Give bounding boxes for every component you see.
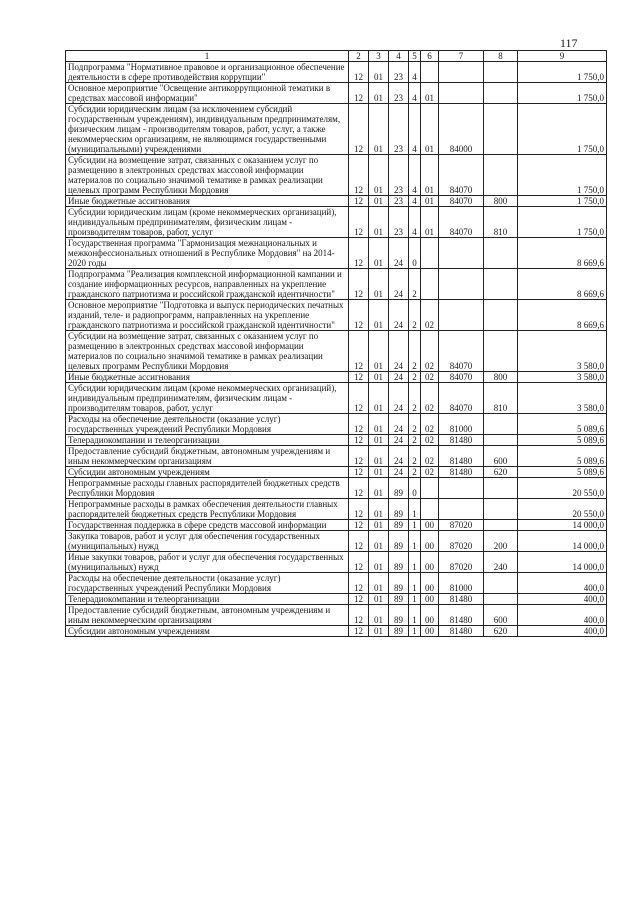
program-code-cell: 23 — [389, 104, 409, 155]
table-body — [66, 62, 607, 637]
section-code-cell: 12 — [349, 626, 369, 637]
row-name-cell: Субсидии юридическим лицам (кроме некоммерческих организаций), индивидуальным предпринимателям, физическим лицам - производителям товаров, работ, услуг — [66, 383, 349, 414]
row-name-cell: Субсидии юридическим лицам (за исключением субсидий государственным учреждениям), индивидуальным предпринимателям, физическим лицам - производителям товаров, работ, услуг, а также некоммерческим организациям, не являющимся государственными (муниципальными) учреждениями — [66, 104, 349, 155]
activity-code-cell: 01 — [421, 207, 439, 238]
activity-code-cell: 02 — [421, 331, 439, 372]
activity-code-cell: 00 — [421, 626, 439, 637]
table-row — [66, 531, 607, 552]
subprogram-code-cell: 1 — [409, 552, 421, 573]
subprogram-code-cell: 1 — [409, 626, 421, 637]
subprogram-code-cell: 1 — [409, 520, 421, 531]
subprogram-code-cell: 2 — [409, 269, 421, 300]
table-row — [66, 196, 607, 207]
row-name-cell: Субсидии на возмещение затрат, связанных с оказанием услуг по размещению в электронных средствах массовой информации материалов по социально значимой тематике в рамках реализации целевых программ Республики Мордовия — [66, 155, 349, 196]
activity-code-cell: 01 — [421, 196, 439, 207]
expense-type-cell: 620 — [484, 467, 518, 478]
expense-type-cell: 810 — [484, 383, 518, 414]
table-row — [66, 467, 607, 478]
subprogram-code-cell: 4 — [409, 207, 421, 238]
expense-type-cell: 200 — [484, 531, 518, 552]
section-code-cell: 12 — [349, 478, 369, 499]
activity-code-cell: 00 — [421, 594, 439, 605]
expense-type-cell — [484, 300, 518, 331]
section-code-cell: 12 — [349, 207, 369, 238]
subprogram-code-cell: 2 — [409, 446, 421, 467]
section-code-cell: 12 — [349, 300, 369, 331]
page-number: 117 — [560, 36, 578, 50]
activity-code-cell: 02 — [421, 446, 439, 467]
amount-cell: 1 750,0 — [518, 155, 607, 196]
subprogram-code-cell: 4 — [409, 196, 421, 207]
direction-code-cell — [439, 83, 484, 104]
section-code-cell: 12 — [349, 552, 369, 573]
expense-type-cell — [484, 594, 518, 605]
subprogram-code-cell: 2 — [409, 383, 421, 414]
subsection-code-cell: 01 — [369, 414, 389, 435]
table-row — [66, 383, 607, 414]
activity-code-cell: 02 — [421, 414, 439, 435]
expense-type-cell — [484, 520, 518, 531]
amount-cell: 8 669,6 — [518, 269, 607, 300]
row-name-cell: Расходы на обеспечение деятельности (оказание услуг) государственных учреждений Республики Мордовия — [66, 414, 349, 435]
activity-code-cell: 01 — [421, 104, 439, 155]
expense-type-cell: 800 — [484, 372, 518, 383]
amount-cell: 3 580,0 — [518, 331, 607, 372]
activity-code-cell: 00 — [421, 531, 439, 552]
subprogram-code-cell: 4 — [409, 83, 421, 104]
table-row — [66, 300, 607, 331]
direction-code-cell — [439, 62, 484, 83]
subprogram-code-cell: 2 — [409, 467, 421, 478]
expense-type-cell: 800 — [484, 196, 518, 207]
row-name-cell: Подпрограмма "Нормативное правовое и организационное обеспечение деятельности в сфере противодействия коррупции" — [66, 62, 349, 83]
expense-type-cell — [484, 62, 518, 83]
amount-cell: 400,0 — [518, 594, 607, 605]
program-code-cell: 24 — [389, 300, 409, 331]
section-code-cell: 12 — [349, 331, 369, 372]
amount-cell: 5 089,6 — [518, 467, 607, 478]
section-code-cell: 12 — [349, 446, 369, 467]
expense-type-cell — [484, 414, 518, 435]
section-code-cell: 12 — [349, 467, 369, 478]
subprogram-code-cell: 2 — [409, 331, 421, 372]
activity-code-cell: 01 — [421, 83, 439, 104]
subprogram-code-cell: 2 — [409, 414, 421, 435]
subprogram-code-cell: 2 — [409, 300, 421, 331]
expense-type-cell — [484, 104, 518, 155]
row-name-cell: Субсидии автономным учреждениям — [66, 467, 349, 478]
header-cell: 8 — [484, 51, 518, 62]
subsection-code-cell: 01 — [369, 520, 389, 531]
subprogram-code-cell: 2 — [409, 372, 421, 383]
table-row — [66, 207, 607, 238]
expense-type-cell — [484, 238, 518, 269]
subsection-code-cell: 01 — [369, 552, 389, 573]
subsection-code-cell: 01 — [369, 372, 389, 383]
direction-code-cell: 87020 — [439, 520, 484, 531]
section-code-cell: 12 — [349, 499, 369, 520]
subsection-code-cell: 01 — [369, 331, 389, 372]
expense-type-cell: 240 — [484, 552, 518, 573]
direction-code-cell — [439, 499, 484, 520]
direction-code-cell: 84070 — [439, 331, 484, 372]
amount-cell: 20 550,0 — [518, 499, 607, 520]
subprogram-code-cell: 2 — [409, 435, 421, 446]
direction-code-cell: 87020 — [439, 531, 484, 552]
table-row — [66, 478, 607, 499]
direction-code-cell: 81480 — [439, 594, 484, 605]
activity-code-cell — [421, 499, 439, 520]
activity-code-cell: 02 — [421, 435, 439, 446]
table-row — [66, 435, 607, 446]
row-name-cell: Телерадиокомпании и телеорганизации — [66, 435, 349, 446]
direction-code-cell: 81480 — [439, 435, 484, 446]
row-name-cell: Непрограммные расходы главных распорядителей бюджетных средств Республики Мордовия — [66, 478, 349, 499]
section-code-cell: 12 — [349, 435, 369, 446]
subsection-code-cell: 01 — [369, 626, 389, 637]
amount-cell: 3 580,0 — [518, 372, 607, 383]
table-row — [66, 155, 607, 196]
activity-code-cell — [421, 238, 439, 269]
subsection-code-cell: 01 — [369, 238, 389, 269]
table-header-row — [66, 51, 607, 62]
program-code-cell: 24 — [389, 414, 409, 435]
row-name-cell: Закупка товаров, работ и услуг для обеспечения государственных (муниципальных) нужд — [66, 531, 349, 552]
direction-code-cell: 84070 — [439, 155, 484, 196]
table-row — [66, 331, 607, 372]
table-row — [66, 520, 607, 531]
program-code-cell: 24 — [389, 269, 409, 300]
section-code-cell: 12 — [349, 605, 369, 626]
section-code-cell: 12 — [349, 269, 369, 300]
program-code-cell: 89 — [389, 499, 409, 520]
row-name-cell: Государственная программа "Гармонизация межнациональных и межконфессиональных отношений в Республике Мордовия" на 2014-2020 годы — [66, 238, 349, 269]
subprogram-code-cell: 1 — [409, 499, 421, 520]
row-name-cell: Государственная поддержка в сфере средств массовой информации — [66, 520, 349, 531]
expense-type-cell — [484, 83, 518, 104]
table-row — [66, 552, 607, 573]
program-code-cell: 89 — [389, 531, 409, 552]
table-row — [66, 594, 607, 605]
direction-code-cell: 81480 — [439, 446, 484, 467]
table-row — [66, 446, 607, 467]
amount-cell: 14 000,0 — [518, 520, 607, 531]
amount-cell: 400,0 — [518, 626, 607, 637]
amount-cell: 1 750,0 — [518, 104, 607, 155]
header-cell: 3 — [369, 51, 389, 62]
amount-cell: 14 000,0 — [518, 531, 607, 552]
table-row — [66, 626, 607, 637]
program-code-cell: 23 — [389, 155, 409, 196]
expense-type-cell — [484, 269, 518, 300]
table-row — [66, 605, 607, 626]
direction-code-cell — [439, 300, 484, 331]
activity-code-cell — [421, 478, 439, 499]
program-code-cell: 24 — [389, 372, 409, 383]
amount-cell: 14 000,0 — [518, 552, 607, 573]
direction-code-cell — [439, 478, 484, 499]
program-code-cell: 24 — [389, 446, 409, 467]
amount-cell: 5 089,6 — [518, 435, 607, 446]
header-cell: 5 — [409, 51, 421, 62]
table-row — [66, 372, 607, 383]
program-code-cell: 24 — [389, 383, 409, 414]
subsection-code-cell: 01 — [369, 605, 389, 626]
program-code-cell: 24 — [389, 467, 409, 478]
expense-type-cell — [484, 573, 518, 594]
program-code-cell: 89 — [389, 626, 409, 637]
activity-code-cell: 00 — [421, 520, 439, 531]
subsection-code-cell: 01 — [369, 155, 389, 196]
activity-code-cell: 01 — [421, 155, 439, 196]
direction-code-cell: 81480 — [439, 467, 484, 478]
amount-cell: 3 580,0 — [518, 383, 607, 414]
direction-code-cell: 81000 — [439, 573, 484, 594]
subsection-code-cell: 01 — [369, 531, 389, 552]
amount-cell: 5 089,6 — [518, 414, 607, 435]
row-name-cell: Основное мероприятие "Подготовка и выпуск периодических печатных изданий, теле- и радиопрограмм, направленных на укрепление гражданского патриотизма и российской гражданской идентичности" — [66, 300, 349, 331]
row-name-cell: Субсидии на возмещение затрат, связанных с оказанием услуг по размещению в электронных средствах массовой информации материалов по социально значимой тематике в рамках реализации целевых программ Республики Мордовия — [66, 331, 349, 372]
subsection-code-cell: 01 — [369, 196, 389, 207]
header-cell: 4 — [389, 51, 409, 62]
expense-type-cell — [484, 155, 518, 196]
subsection-code-cell: 01 — [369, 478, 389, 499]
direction-code-cell: 87020 — [439, 552, 484, 573]
direction-code-cell: 81480 — [439, 626, 484, 637]
table-row — [66, 83, 607, 104]
subsection-code-cell: 01 — [369, 207, 389, 238]
subprogram-code-cell: 1 — [409, 531, 421, 552]
row-name-cell: Основное мероприятие "Освещение антикоррупционной тематики в средствах массовой информации" — [66, 83, 349, 104]
activity-code-cell: 02 — [421, 300, 439, 331]
program-code-cell: 23 — [389, 83, 409, 104]
amount-cell: 1 750,0 — [518, 196, 607, 207]
row-name-cell: Расходы на обеспечение деятельности (оказание услуг) государственных учреждений Республики Мордовия — [66, 573, 349, 594]
row-name-cell: Субсидии автономным учреждениям — [66, 626, 349, 637]
amount-cell: 20 550,0 — [518, 478, 607, 499]
activity-code-cell: 02 — [421, 372, 439, 383]
table-row — [66, 269, 607, 300]
program-code-cell: 89 — [389, 520, 409, 531]
expense-type-cell — [484, 435, 518, 446]
subsection-code-cell: 01 — [369, 300, 389, 331]
budget-table — [65, 50, 607, 637]
section-code-cell: 12 — [349, 594, 369, 605]
table-row — [66, 104, 607, 155]
subprogram-code-cell: 1 — [409, 605, 421, 626]
subsection-code-cell: 01 — [369, 83, 389, 104]
program-code-cell: 89 — [389, 605, 409, 626]
header-cell: 9 — [518, 51, 607, 62]
table-row — [66, 238, 607, 269]
header-cell: 6 — [421, 51, 439, 62]
program-code-cell: 89 — [389, 573, 409, 594]
expense-type-cell: 620 — [484, 626, 518, 637]
expense-type-cell — [484, 478, 518, 499]
direction-code-cell: 84070 — [439, 196, 484, 207]
row-name-cell: Иные бюджетные ассигнования — [66, 196, 349, 207]
row-name-cell: Иные закупки товаров, работ и услуг для обеспечения государственных (муниципальных) нужд — [66, 552, 349, 573]
subprogram-code-cell: 0 — [409, 238, 421, 269]
amount-cell: 1 750,0 — [518, 207, 607, 238]
amount-cell: 8 669,6 — [518, 300, 607, 331]
activity-code-cell: 02 — [421, 383, 439, 414]
subsection-code-cell: 01 — [369, 383, 389, 414]
direction-code-cell: 84000 — [439, 104, 484, 155]
direction-code-cell: 84070 — [439, 207, 484, 238]
row-name-cell: Непрограммные расходы в рамках обеспечения деятельности главных распорядителей бюджетных средств Республики Мордовия — [66, 499, 349, 520]
table-row — [66, 499, 607, 520]
section-code-cell: 12 — [349, 62, 369, 83]
expense-type-cell: 810 — [484, 207, 518, 238]
section-code-cell: 12 — [349, 414, 369, 435]
section-code-cell: 12 — [349, 383, 369, 414]
expense-type-cell: 600 — [484, 446, 518, 467]
activity-code-cell: 00 — [421, 552, 439, 573]
section-code-cell: 12 — [349, 155, 369, 196]
row-name-cell: Субсидии юридическим лицам (кроме некоммерческих организаций), индивидуальным предпринимателям, физическим лицам - производителям товаров, работ, услуг — [66, 207, 349, 238]
subsection-code-cell: 01 — [369, 62, 389, 83]
direction-code-cell: 81480 — [439, 605, 484, 626]
table-row — [66, 414, 607, 435]
section-code-cell: 12 — [349, 238, 369, 269]
row-name-cell: Телерадиокомпании и телеорганизации — [66, 594, 349, 605]
subsection-code-cell: 01 — [369, 467, 389, 478]
expense-type-cell — [484, 331, 518, 372]
section-code-cell: 12 — [349, 104, 369, 155]
section-code-cell: 12 — [349, 573, 369, 594]
subsection-code-cell: 01 — [369, 446, 389, 467]
header-cell: 1 — [66, 51, 349, 62]
subsection-code-cell: 01 — [369, 435, 389, 446]
program-code-cell: 89 — [389, 478, 409, 499]
expense-type-cell — [484, 499, 518, 520]
subsection-code-cell: 01 — [369, 573, 389, 594]
expense-type-cell: 600 — [484, 605, 518, 626]
subprogram-code-cell: 4 — [409, 155, 421, 196]
subsection-code-cell: 01 — [369, 269, 389, 300]
direction-code-cell: 81000 — [439, 414, 484, 435]
amount-cell: 5 089,6 — [518, 446, 607, 467]
amount-cell: 1 750,0 — [518, 83, 607, 104]
subsection-code-cell: 01 — [369, 594, 389, 605]
header-cell: 2 — [349, 51, 369, 62]
subprogram-code-cell: 1 — [409, 573, 421, 594]
table-row — [66, 62, 607, 83]
table-row — [66, 573, 607, 594]
subprogram-code-cell: 0 — [409, 478, 421, 499]
activity-code-cell — [421, 269, 439, 300]
row-name-cell: Предоставление субсидий бюджетным, автономным учреждениям и иным некоммерческим организациям — [66, 446, 349, 467]
direction-code-cell: 84070 — [439, 372, 484, 383]
row-name-cell: Иные бюджетные ассигнования — [66, 372, 349, 383]
activity-code-cell — [421, 62, 439, 83]
section-code-cell: 12 — [349, 372, 369, 383]
direction-code-cell — [439, 238, 484, 269]
activity-code-cell: 00 — [421, 573, 439, 594]
section-code-cell: 12 — [349, 520, 369, 531]
section-code-cell: 12 — [349, 531, 369, 552]
program-code-cell: 89 — [389, 552, 409, 573]
amount-cell: 8 669,6 — [518, 238, 607, 269]
subsection-code-cell: 01 — [369, 104, 389, 155]
section-code-cell: 12 — [349, 196, 369, 207]
program-code-cell: 24 — [389, 435, 409, 446]
program-code-cell: 23 — [389, 62, 409, 83]
row-name-cell: Подпрограмма "Реализация комплексной информационной кампании и создание информационных ресурсов, направленных на укрепление гражданского патриотизма и российской гражданской идентичности" — [66, 269, 349, 300]
row-name-cell: Предоставление субсидий бюджетным, автономным учреждениям и иным некоммерческим организациям — [66, 605, 349, 626]
amount-cell: 400,0 — [518, 605, 607, 626]
program-code-cell: 89 — [389, 594, 409, 605]
program-code-cell: 23 — [389, 207, 409, 238]
program-code-cell: 24 — [389, 331, 409, 372]
subprogram-code-cell: 4 — [409, 62, 421, 83]
direction-code-cell — [439, 269, 484, 300]
activity-code-cell: 02 — [421, 467, 439, 478]
program-code-cell: 23 — [389, 196, 409, 207]
subsection-code-cell: 01 — [369, 499, 389, 520]
amount-cell: 1 750,0 — [518, 62, 607, 83]
header-cell: 7 — [439, 51, 484, 62]
program-code-cell: 24 — [389, 238, 409, 269]
amount-cell: 400,0 — [518, 573, 607, 594]
direction-code-cell: 84070 — [439, 383, 484, 414]
subprogram-code-cell: 4 — [409, 104, 421, 155]
subprogram-code-cell: 1 — [409, 594, 421, 605]
activity-code-cell: 00 — [421, 605, 439, 626]
section-code-cell: 12 — [349, 83, 369, 104]
